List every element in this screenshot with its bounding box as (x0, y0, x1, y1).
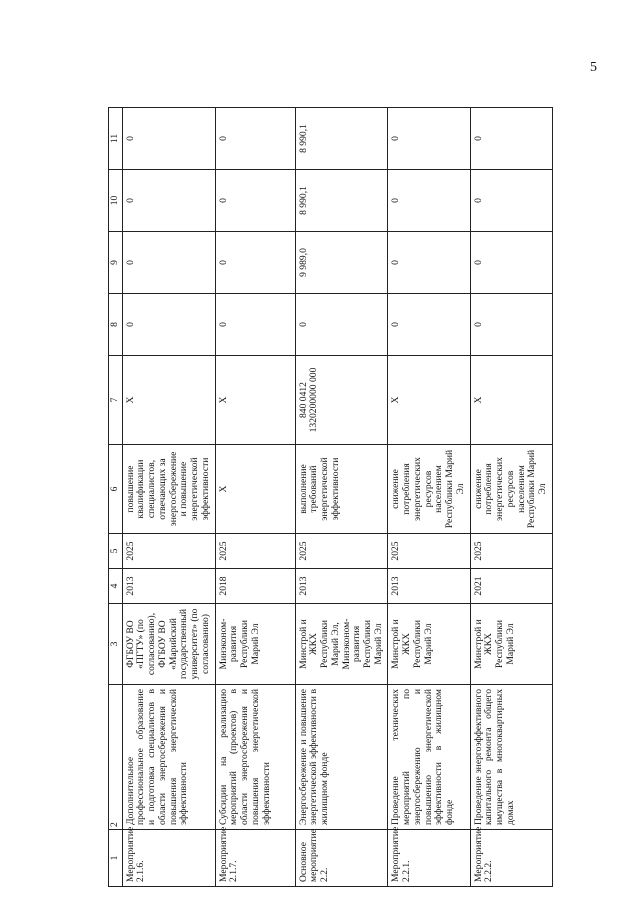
measure-value-11: 0 (470, 108, 552, 170)
measure-year-start: 2013 (388, 569, 470, 604)
column-header-8: 8 (109, 294, 123, 356)
measure-executor: Минэконом-развития Республики Марий Эл (215, 604, 295, 685)
measure-value-9: 0 (470, 232, 552, 294)
rotated-table-sheet (108, 107, 638, 887)
measure-year-end: 2025 (295, 534, 388, 569)
measure-name: Мероприятие 2.2.1. (388, 830, 470, 887)
measure-value-10: 0 (215, 170, 295, 232)
program-measures-table (108, 107, 553, 887)
measure-result: выполнение требований энергетической эффективности (295, 445, 388, 534)
table-row (295, 108, 388, 887)
column-header-9: 9 (109, 232, 123, 294)
measure-value-8: 0 (470, 294, 552, 356)
measure-value-8: 0 (388, 294, 470, 356)
measure-name: Мероприятие 2.2.2. (470, 830, 552, 887)
measure-year-start: 2018 (215, 569, 295, 604)
measure-result: снижение потребления энергетических ресурсов населением Республики Марий Эл (388, 445, 470, 534)
measure-value-10: 0 (388, 170, 470, 232)
measure-budget-code: Х (215, 356, 295, 445)
column-header-1: 1 (109, 830, 123, 887)
measure-value-11: 0 (215, 108, 295, 170)
table-row (122, 108, 215, 887)
column-header-6: 6 (109, 445, 123, 534)
measure-result: Х (215, 445, 295, 534)
measure-executor: Минстрой и ЖКХ Республики Марий Эл (388, 604, 470, 685)
measure-value-9: 0 (388, 232, 470, 294)
measure-name: Мероприятие 2.1.7. (215, 830, 295, 887)
measure-description: Дополнительное профессиональное образование и подготовка специалистов в области энергосбережения и повышения энергетической эффективности (122, 685, 215, 830)
measure-value-9: 9 989,0 (295, 232, 388, 294)
measure-value-8: 0 (122, 294, 215, 356)
measure-budget-code: Х (122, 356, 215, 445)
measure-description: Проведение энергоэффективного капитального ремонта общего имущества в многоквартирных домах (470, 685, 552, 830)
measure-executor: Минстрой и ЖКХ Республики Марий Эл, Минэконом-развития Республики Марий Эл (295, 604, 388, 685)
measure-value-8: 0 (295, 294, 388, 356)
measure-budget-code: Х (388, 356, 470, 445)
measure-executor: ФГБОУ ВО «ПГТУ» (по согласованию), ФГБОУ ВО «Марийский государственный университет» (по согласованию) (122, 604, 215, 685)
measure-value-11: 8 990,1 (295, 108, 388, 170)
table-row (470, 108, 552, 887)
column-header-11: 11 (109, 108, 123, 170)
column-header-4: 4 (109, 569, 123, 604)
measure-value-11: 0 (122, 108, 215, 170)
measure-description: Энергосбережение и повышение энергетической эффективности в жилищном фонде (295, 685, 388, 830)
measure-budget-code: Х (470, 356, 552, 445)
measure-description: Субсидии на реализацию мероприятий (проектов) в области энергосбережения и повышения энергетической эффективности (215, 685, 295, 830)
measure-budget-code: 840 0412 1320200000 000 (295, 356, 388, 445)
measure-year-start: 2013 (295, 569, 388, 604)
measure-value-10: 0 (470, 170, 552, 232)
measure-year-end: 2025 (388, 534, 470, 569)
measure-description: Проведение технических мероприятий по энергосбережению и повышению энергетической эффективности в жилищном фонде (388, 685, 470, 830)
page-number: 5 (590, 60, 597, 75)
column-number-header-row (109, 108, 123, 887)
measure-value-10: 0 (122, 170, 215, 232)
measure-result: снижение потребления энергетических ресурсов населением Республики Марий Эл (470, 445, 552, 534)
measure-value-10: 8 990,1 (295, 170, 388, 232)
table-row (388, 108, 470, 887)
measure-value-9: 0 (215, 232, 295, 294)
column-header-2: 2 (109, 685, 123, 830)
column-header-7: 7 (109, 356, 123, 445)
measure-year-start: 2021 (470, 569, 552, 604)
column-header-3: 3 (109, 604, 123, 685)
column-header-5: 5 (109, 534, 123, 569)
measure-name: Мероприятие 2.1.6. (122, 830, 215, 887)
measure-year-end: 2025 (470, 534, 552, 569)
measure-value-8: 0 (215, 294, 295, 356)
measure-executor: Минстрой и ЖКХ Республики Марий Эл (470, 604, 552, 685)
measure-name: Основное мероприятие 2.2. (295, 830, 388, 887)
measure-year-end: 2025 (215, 534, 295, 569)
table-row (215, 108, 295, 887)
measure-value-9: 0 (122, 232, 215, 294)
column-header-10: 10 (109, 170, 123, 232)
measure-result: повышение квалификации специалистов, отвечающих за энергосбережение и повышение энергетической эффективности (122, 445, 215, 534)
measure-year-start: 2013 (122, 569, 215, 604)
measure-value-11: 0 (388, 108, 470, 170)
measure-year-end: 2025 (122, 534, 215, 569)
